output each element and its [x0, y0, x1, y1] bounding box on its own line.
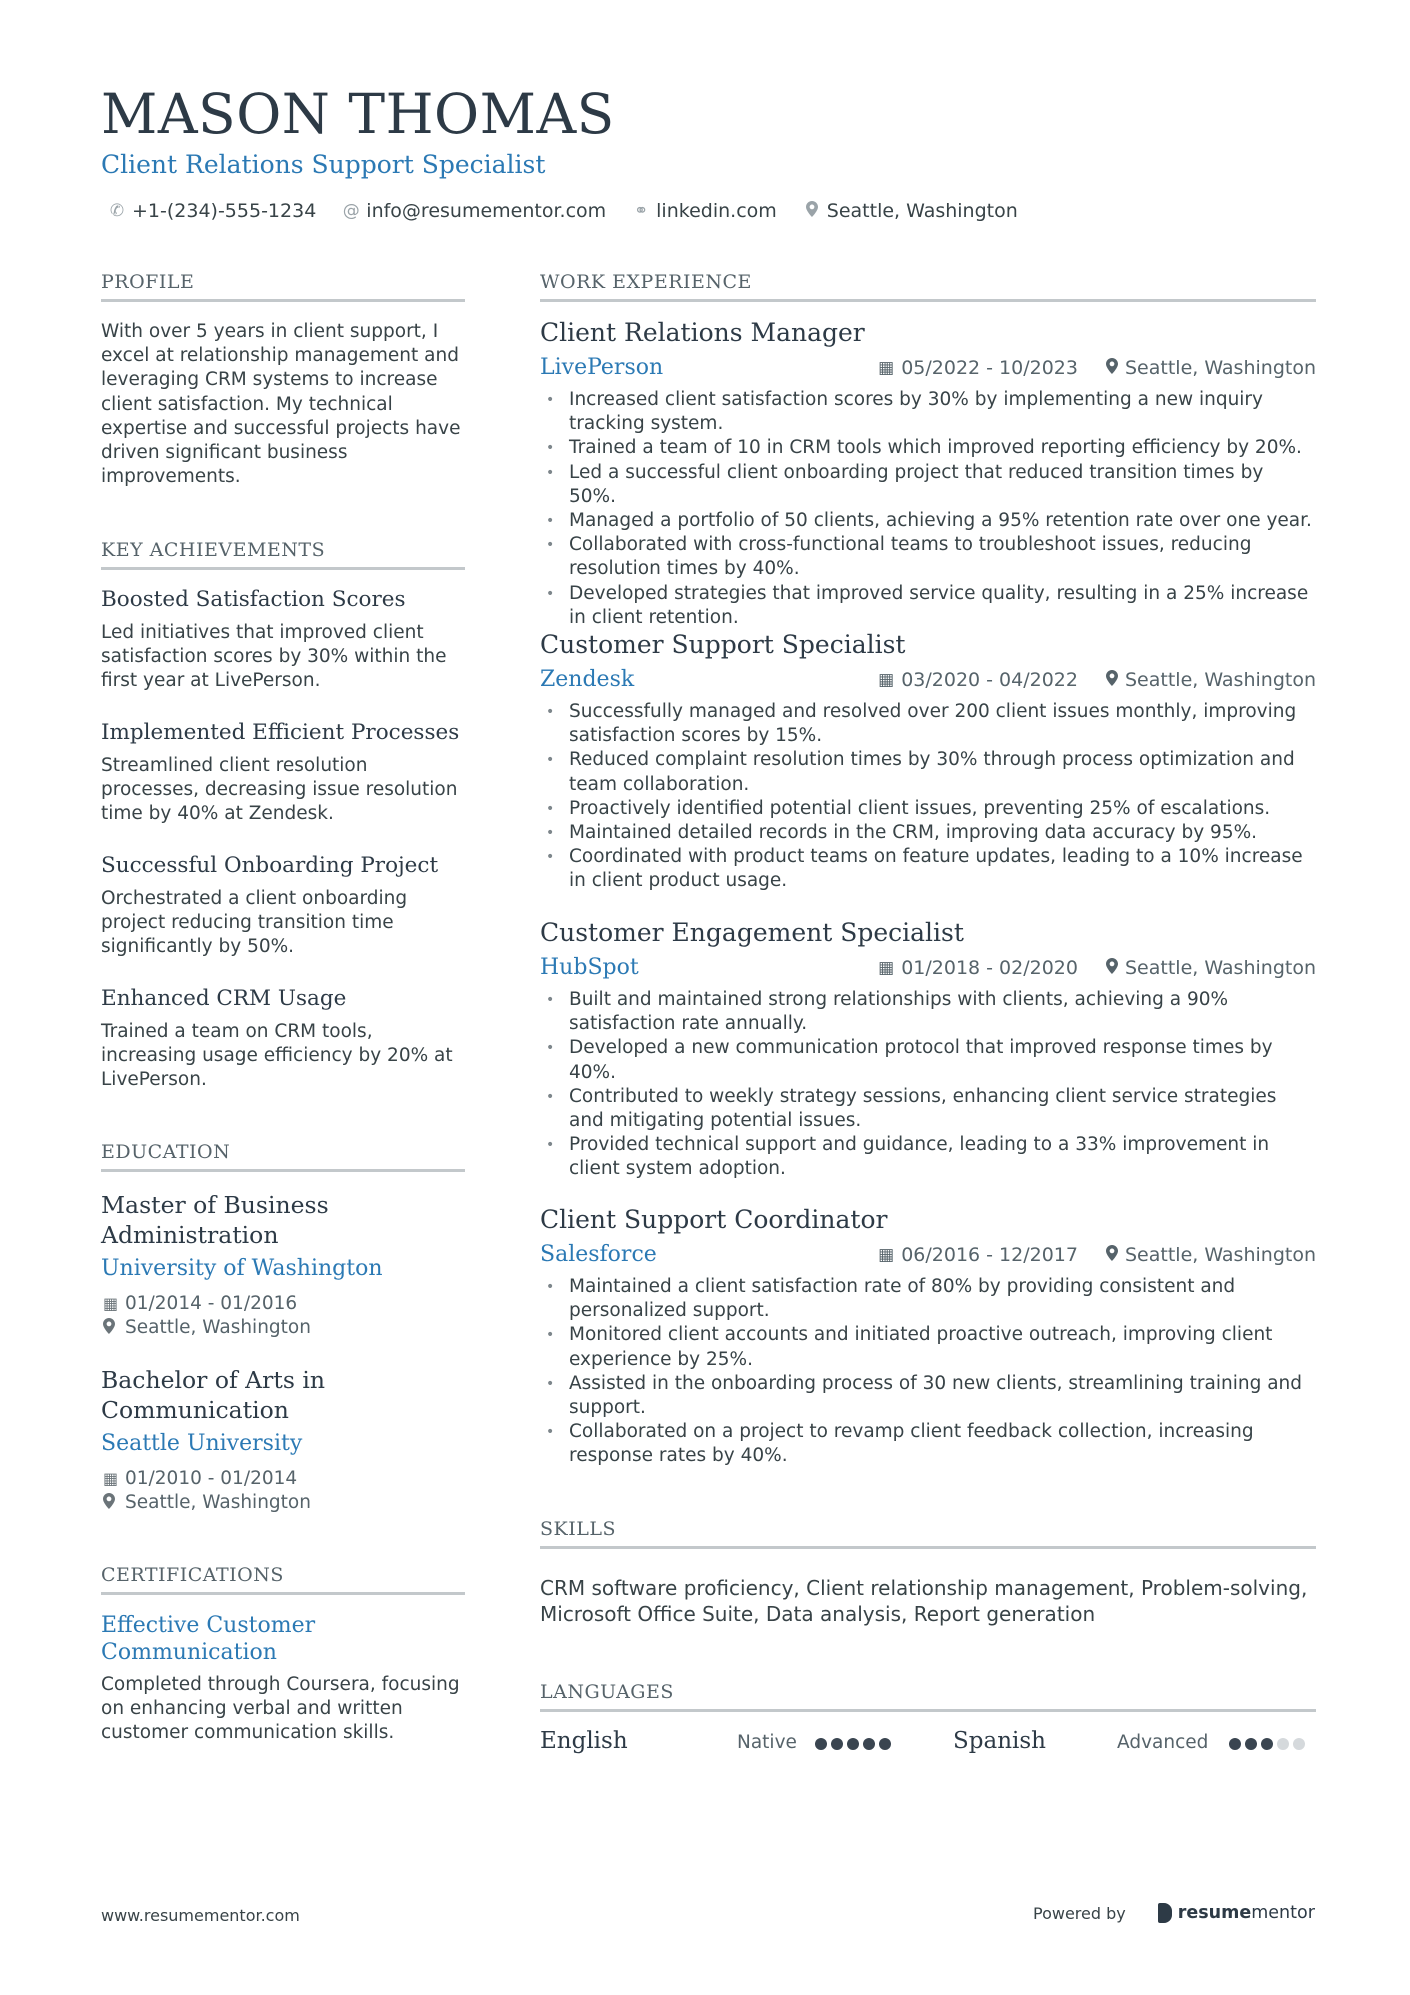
education-location-text: Seattle, Washington	[125, 1492, 311, 1513]
location-pin-icon	[1106, 358, 1118, 379]
job-meta-row	[540, 1242, 1316, 1270]
job-dates: 05/2022 - 10/2023	[901, 357, 1078, 379]
rating-dot-filled	[863, 1738, 875, 1750]
education-location-text: Seattle, Washington	[125, 1317, 311, 1338]
job-company: Zendesk	[540, 667, 635, 692]
job-title: Client Relations Manager	[540, 318, 865, 347]
candidate-name: MASON THOMAS	[101, 82, 615, 146]
job-company: LivePerson	[540, 355, 664, 380]
job-location: Seattle, Washington	[1125, 957, 1316, 979]
phone-icon: ✆	[109, 201, 125, 221]
rating-dot-filled	[831, 1738, 843, 1750]
job-bullet: • Developed strategies that improved service quality, resulting in a 25% increase in client retention.	[540, 582, 1316, 630]
education-heading: EDUCATION	[101, 1141, 465, 1172]
achievement-text: Orchestrated a client onboarding project reducing transition time significantly by 50%.	[101, 888, 408, 958]
achievements-heading: KEY ACHIEVEMENTS	[101, 539, 465, 570]
language-rating	[1229, 1738, 1309, 1750]
job-dates: 06/2016 - 12/2017	[901, 1244, 1078, 1266]
job-bullet: • Reduced complaint resolution times by 30% through process optimization and team collaboration.	[540, 748, 1316, 796]
rating-dot-empty	[1277, 1738, 1289, 1750]
profile-heading: PROFILE	[101, 271, 465, 302]
job-bullet: • Provided technical support and guidance, leading to a 33% improvement in client system adoption.	[540, 1133, 1316, 1181]
certification-title: Effective Customer Communication	[101, 1613, 316, 1665]
education-degree: Bachelor of Arts in Communication	[101, 1366, 325, 1424]
job-bullet: • Proactively identified potential client issues, preventing 25% of escalations.	[540, 797, 1316, 821]
job-bullet: • Maintained detailed records in the CRM, improving data accuracy by 95%.	[540, 821, 1316, 845]
calendar-icon: ▦	[103, 1469, 119, 1488]
certifications-heading: CERTIFICATIONS	[101, 1564, 465, 1595]
achievement-text: Led initiatives that improved client satisfaction scores by 30% within the first year at LivePerson.	[101, 622, 447, 692]
contact-email-text: info@resumementor.com	[366, 200, 607, 222]
education-location	[103, 1317, 311, 1338]
at-icon: @	[342, 201, 360, 221]
education-institution: Seattle University	[101, 1431, 303, 1456]
job-meta	[878, 957, 1316, 979]
job-bullet: • Monitored client accounts and initiated proactive outreach, improving client experience by 25%.	[540, 1323, 1316, 1371]
brand-mark-icon	[1158, 1903, 1172, 1923]
rating-dot-filled	[847, 1738, 859, 1750]
job-bullet: • Collaborated with cross-functional teams to troubleshoot issues, reducing resolution times by 40%.	[540, 533, 1316, 581]
rating-dot-filled	[815, 1738, 827, 1750]
calendar-icon: ▦	[878, 670, 895, 690]
profile-text: With over 5 years in client support, I excel at relationship management and leveraging CRM systems to increase client satisfaction. My technical expertise and successful projects have driven significant business improvements.	[101, 321, 461, 488]
job-bullet: • Assisted in the onboarding process of 30 new clients, streamlining training and support.	[540, 1372, 1316, 1420]
rating-dot-empty	[1293, 1738, 1305, 1750]
education-degree: Master of Business Administration	[101, 1191, 329, 1249]
contact-bar	[108, 200, 1044, 222]
location-pin-icon	[1106, 1245, 1118, 1266]
job-meta	[878, 1244, 1316, 1266]
languages-heading: LANGUAGES	[540, 1681, 1316, 1712]
education-dates	[103, 1293, 297, 1314]
job-bullet: • Collaborated on a project to revamp client feedback collection, increasing response rates by 40%.	[540, 1420, 1316, 1468]
job-company: Salesforce	[540, 1242, 657, 1267]
job-bullet: • Built and maintained strong relationships with clients, achieving a 90% satisfaction rate annually.	[540, 988, 1316, 1036]
brand-name-bold: resume	[1177, 1903, 1252, 1923]
job-bullet: • Developed a new communication protocol that improved response times by 40%.	[540, 1036, 1316, 1084]
location-pin-icon	[103, 1493, 125, 1513]
job-location: Seattle, Washington	[1125, 669, 1316, 691]
rating-dot-filled	[1229, 1738, 1241, 1750]
location-pin-icon	[1106, 958, 1118, 979]
education-institution: University of Washington	[101, 1256, 383, 1281]
location-pin-icon	[103, 1318, 125, 1338]
language-level: Advanced	[1117, 1732, 1209, 1753]
job-title: Client Support Coordinator	[540, 1205, 888, 1234]
powered-by-label: Powered by	[1033, 1903, 1126, 1923]
job-bullet: • Coordinated with product teams on feature updates, leading to a 10% increase in client product usage.	[540, 845, 1316, 893]
brand-name-light: mentor	[1251, 1903, 1315, 1923]
link-icon: ⚭	[634, 201, 649, 221]
achievement-title: Successful Onboarding Project	[101, 853, 439, 878]
candidate-title: Client Relations Support Specialist	[101, 150, 546, 179]
contact-location	[803, 200, 1018, 222]
language-level: Native	[737, 1732, 797, 1753]
job-title: Customer Engagement Specialist	[540, 918, 964, 947]
education-dates-text: 01/2010 - 01/2014	[125, 1468, 298, 1489]
job-bullet: • Managed a portfolio of 50 clients, achieving a 95% retention rate over one year.	[540, 509, 1316, 533]
job-bullet: • Contributed to weekly strategy sessions, enhancing client service strategies and mitigating potential issues.	[540, 1085, 1316, 1133]
footer-website[interactable]: www.resumementor.com	[101, 1906, 300, 1925]
job-bullet: • Trained a team of 10 in CRM tools which improved reporting efficiency by 20%.	[540, 436, 1316, 460]
job-location: Seattle, Washington	[1125, 357, 1316, 379]
job-meta	[878, 669, 1316, 691]
contact-phone[interactable]	[108, 200, 316, 222]
job-bullets	[540, 1275, 1316, 1469]
rating-dot-filled	[1261, 1738, 1273, 1750]
rating-dot-filled	[1245, 1738, 1257, 1750]
location-pin-icon	[1106, 670, 1118, 691]
contact-linkedin[interactable]	[632, 200, 777, 222]
work-experience-heading: WORK EXPERIENCE	[540, 271, 1316, 302]
language-rating	[815, 1738, 895, 1750]
certification-text: Completed through Coursera, focusing on enhancing verbal and written customer communication skills.	[101, 1674, 460, 1744]
job-location: Seattle, Washington	[1125, 1244, 1316, 1266]
calendar-icon: ▦	[878, 1245, 895, 1265]
skills-heading: SKILLS	[540, 1518, 1316, 1549]
job-meta-row	[540, 955, 1316, 983]
contact-email[interactable]	[342, 200, 606, 222]
education-location	[103, 1492, 311, 1513]
language-name: English	[540, 1728, 628, 1754]
job-meta-row	[540, 667, 1316, 695]
skills-text: CRM software proficiency, Client relationship management, Problem-solving, Microsoft Office Suite, Data analysis, Report generation	[540, 1576, 1308, 1626]
job-bullets	[540, 988, 1316, 1182]
achievement-text: Trained a team on CRM tools, increasing usage efficiency by 20% at LivePerson.	[101, 1021, 453, 1091]
job-dates: 03/2020 - 04/2022	[901, 669, 1078, 691]
contact-linkedin-text: linkedin.com	[656, 200, 777, 222]
job-bullets	[540, 700, 1316, 894]
job-company: HubSpot	[540, 955, 639, 980]
calendar-icon: ▦	[878, 958, 895, 978]
achievement-title: Implemented Efficient Processes	[101, 720, 460, 745]
calendar-icon: ▦	[878, 358, 895, 378]
job-bullet: • Led a successful client onboarding project that reduced transition times by 50%.	[540, 461, 1316, 509]
job-title: Customer Support Specialist	[540, 630, 906, 659]
job-dates: 01/2018 - 02/2020	[901, 957, 1078, 979]
contact-phone-text: +1-(234)-555-1234	[132, 200, 317, 222]
job-bullets	[540, 388, 1316, 630]
footer-branding	[1033, 1903, 1315, 1923]
job-bullet: • Successfully managed and resolved over 200 client issues monthly, improving satisfaction scores by 15%.	[540, 700, 1316, 748]
achievement-title: Boosted Satisfaction Scores	[101, 587, 406, 612]
contact-location-text: Seattle, Washington	[826, 200, 1018, 222]
rating-dot-filled	[879, 1738, 891, 1750]
location-pin-icon	[803, 201, 821, 222]
job-bullet: • Maintained a client satisfaction rate of 80% by providing consistent and personalized support.	[540, 1275, 1316, 1323]
achievement-text: Streamlined client resolution processes, decreasing issue resolution time by 40% at Zendesk.	[101, 755, 458, 825]
brand-logo[interactable]	[1158, 1903, 1315, 1923]
education-dates	[103, 1468, 297, 1489]
achievement-title: Enhanced CRM Usage	[101, 986, 347, 1011]
job-meta	[878, 357, 1316, 379]
calendar-icon: ▦	[103, 1294, 119, 1313]
language-name: Spanish	[953, 1728, 1046, 1754]
job-bullet: • Increased client satisfaction scores by 30% by implementing a new inquiry tracking system.	[540, 388, 1316, 436]
job-meta-row	[540, 355, 1316, 383]
education-dates-text: 01/2014 - 01/2016	[125, 1293, 298, 1314]
